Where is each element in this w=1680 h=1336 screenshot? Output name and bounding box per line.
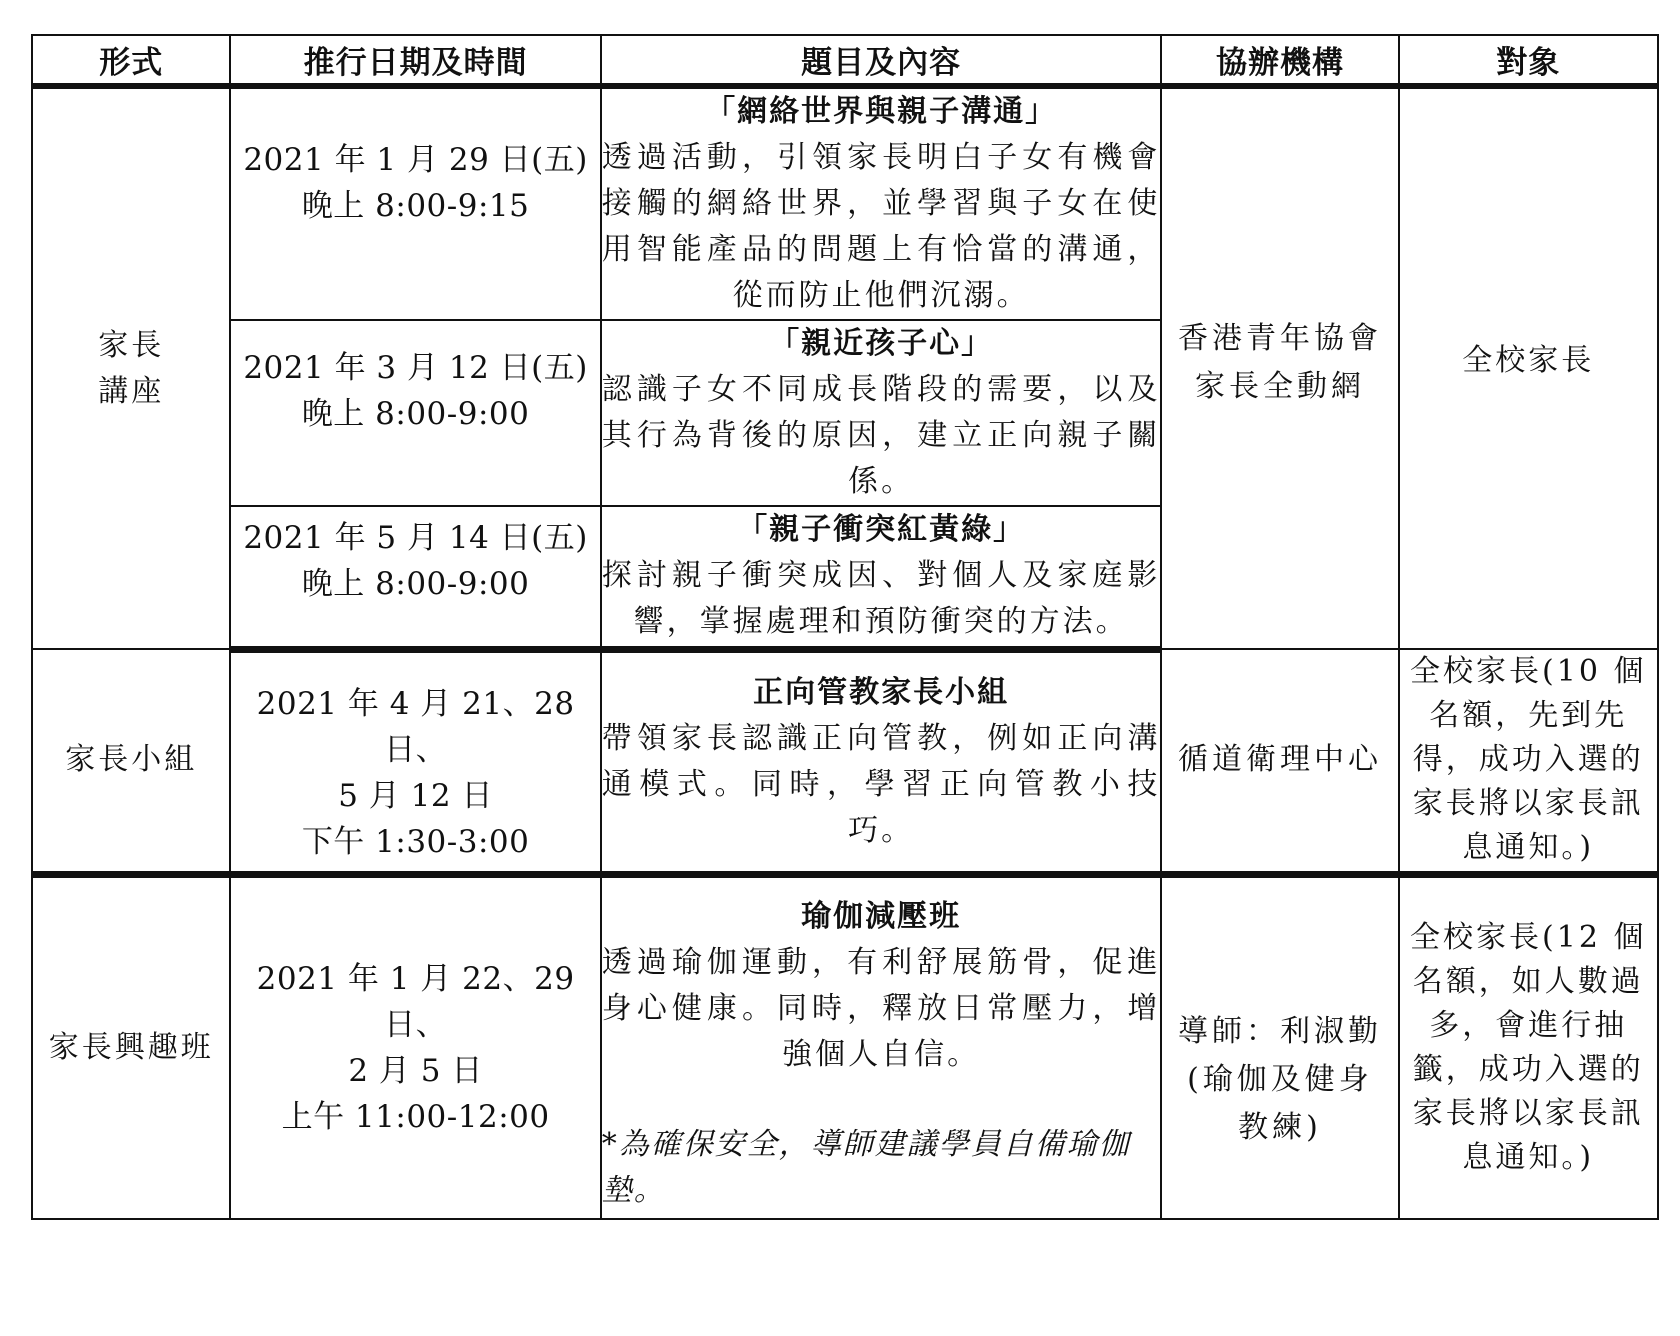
interest-org-cell xyxy=(1161,874,1398,1219)
interest-type: 家長興趣班 xyxy=(48,1029,214,1065)
lecture-2-title: 「親近孩子心」 xyxy=(769,326,994,361)
interest-org-line1: 導師：利淑勤 xyxy=(1177,1013,1382,1049)
interest-date-cell xyxy=(230,874,600,1219)
group-audience-cell xyxy=(1399,649,1659,874)
header-date: 推行日期及時間 xyxy=(230,35,600,86)
lecture-audience: 全校家長 xyxy=(1462,343,1595,378)
interest-note: *為確保安全，導師建議學員自備瑜伽墊。 xyxy=(601,1126,1131,1208)
lecture-type-cell xyxy=(32,86,230,649)
lecture-1-date: 2021 年 1 月 29 日(五) xyxy=(243,142,588,178)
lecture-1-time: 晚上 8:00-9:15 xyxy=(301,188,530,224)
interest-audience: 全校家長(12 個名額，如人數過多，會進行抽籤，成功入選的家長將以家長訊息通知。) xyxy=(1410,919,1647,1175)
lecture-1-topic-cell xyxy=(601,86,1162,320)
group-time: 下午 1:30-3:00 xyxy=(301,823,530,860)
group-date-line1: 2021 年 4 月 21、28 日、 xyxy=(256,685,575,768)
lecture-1-title: 「網絡世界與親子溝通」 xyxy=(705,94,1058,129)
interest-row xyxy=(32,874,1658,1219)
group-desc: 帶領家長認識正向管教，例如正向溝通模式。同時，學習正向管教小技巧。 xyxy=(601,720,1161,848)
lecture-2-desc: 認識子女不同成長階段的需要，以及其行為背後的原因，建立正向親子關係。 xyxy=(601,372,1161,499)
lecture-type-line1: 家長 xyxy=(98,327,165,363)
header-topic: 題目及內容 xyxy=(601,35,1162,86)
header-row xyxy=(32,35,1658,86)
interest-title: 瑜伽減壓班 xyxy=(801,898,962,934)
lecture-3-date: 2021 年 5 月 14 日(五) xyxy=(243,520,588,556)
group-row xyxy=(32,649,1658,874)
lecture-3-time: 晚上 8:00-9:00 xyxy=(301,566,530,602)
lecture-1-date-cell xyxy=(230,86,600,320)
header-org: 協辦機構 xyxy=(1161,35,1398,86)
lecture-3-date-cell xyxy=(230,506,600,649)
interest-desc: 透過瑜伽運動，有利舒展筋骨，促進身心健康。同時，釋放日常壓力，增強個人自信。 xyxy=(601,944,1161,1072)
lecture-3-topic-cell xyxy=(601,506,1162,649)
lecture-3-title: 「親子衝突紅黃綠」 xyxy=(737,512,1026,548)
group-topic-cell xyxy=(601,649,1162,874)
group-type: 家長小組 xyxy=(65,742,198,778)
interest-audience-cell xyxy=(1399,874,1659,1219)
interest-org-line2: (瑜伽及健身 xyxy=(1187,1061,1373,1097)
header-type: 形式 xyxy=(32,35,230,86)
lecture-2-date: 2021 年 3 月 12 日(五) xyxy=(243,350,588,386)
interest-topic-cell xyxy=(601,874,1162,1219)
group-org: 循道衛理中心 xyxy=(1177,742,1382,778)
group-title: 正向管教家長小組 xyxy=(753,674,1010,710)
lecture-type-line2: 講座 xyxy=(98,373,165,409)
lecture-audience-cell xyxy=(1399,86,1659,649)
lecture-1-desc: 透過活動，引領家長明白子女有機會接觸的網絡世界，並學習與子女在使用智能產品的問題上有恰當的溝通，從而防止他們沉溺。 xyxy=(601,140,1161,313)
interest-org-line3: 教練) xyxy=(1238,1109,1322,1145)
lecture-org-line1: 香港青年協會 xyxy=(1177,321,1382,356)
lecture-2-topic-cell xyxy=(601,320,1162,506)
activity-schedule-table xyxy=(31,34,1659,1220)
group-type-cell xyxy=(32,649,230,874)
lecture-3-desc: 探討親子衝突成因、對個人及家庭影響，掌握處理和預防衝突的方法。 xyxy=(601,558,1161,640)
lecture-2-date-cell xyxy=(230,320,600,506)
group-org-cell xyxy=(1161,649,1398,874)
lecture-row-1 xyxy=(32,86,1658,320)
interest-date-line2: 2 月 5 日 xyxy=(348,1052,483,1089)
lecture-org-line2: 家長全動網 xyxy=(1194,369,1365,404)
group-date-cell xyxy=(230,649,600,874)
group-audience: 全校家長(10 個名額，先到先得，成功入選的家長將以家長訊息通知。) xyxy=(1410,654,1647,866)
lecture-org-cell xyxy=(1161,86,1398,649)
lecture-2-time: 晚上 8:00-9:00 xyxy=(301,396,530,432)
group-date-line2: 5 月 12 日 xyxy=(338,777,493,814)
interest-time: 上午 11:00-12:00 xyxy=(281,1098,550,1135)
interest-type-cell xyxy=(32,874,230,1219)
header-audience: 對象 xyxy=(1399,35,1659,86)
interest-date-line1: 2021 年 1 月 22、29 日、 xyxy=(256,960,575,1043)
